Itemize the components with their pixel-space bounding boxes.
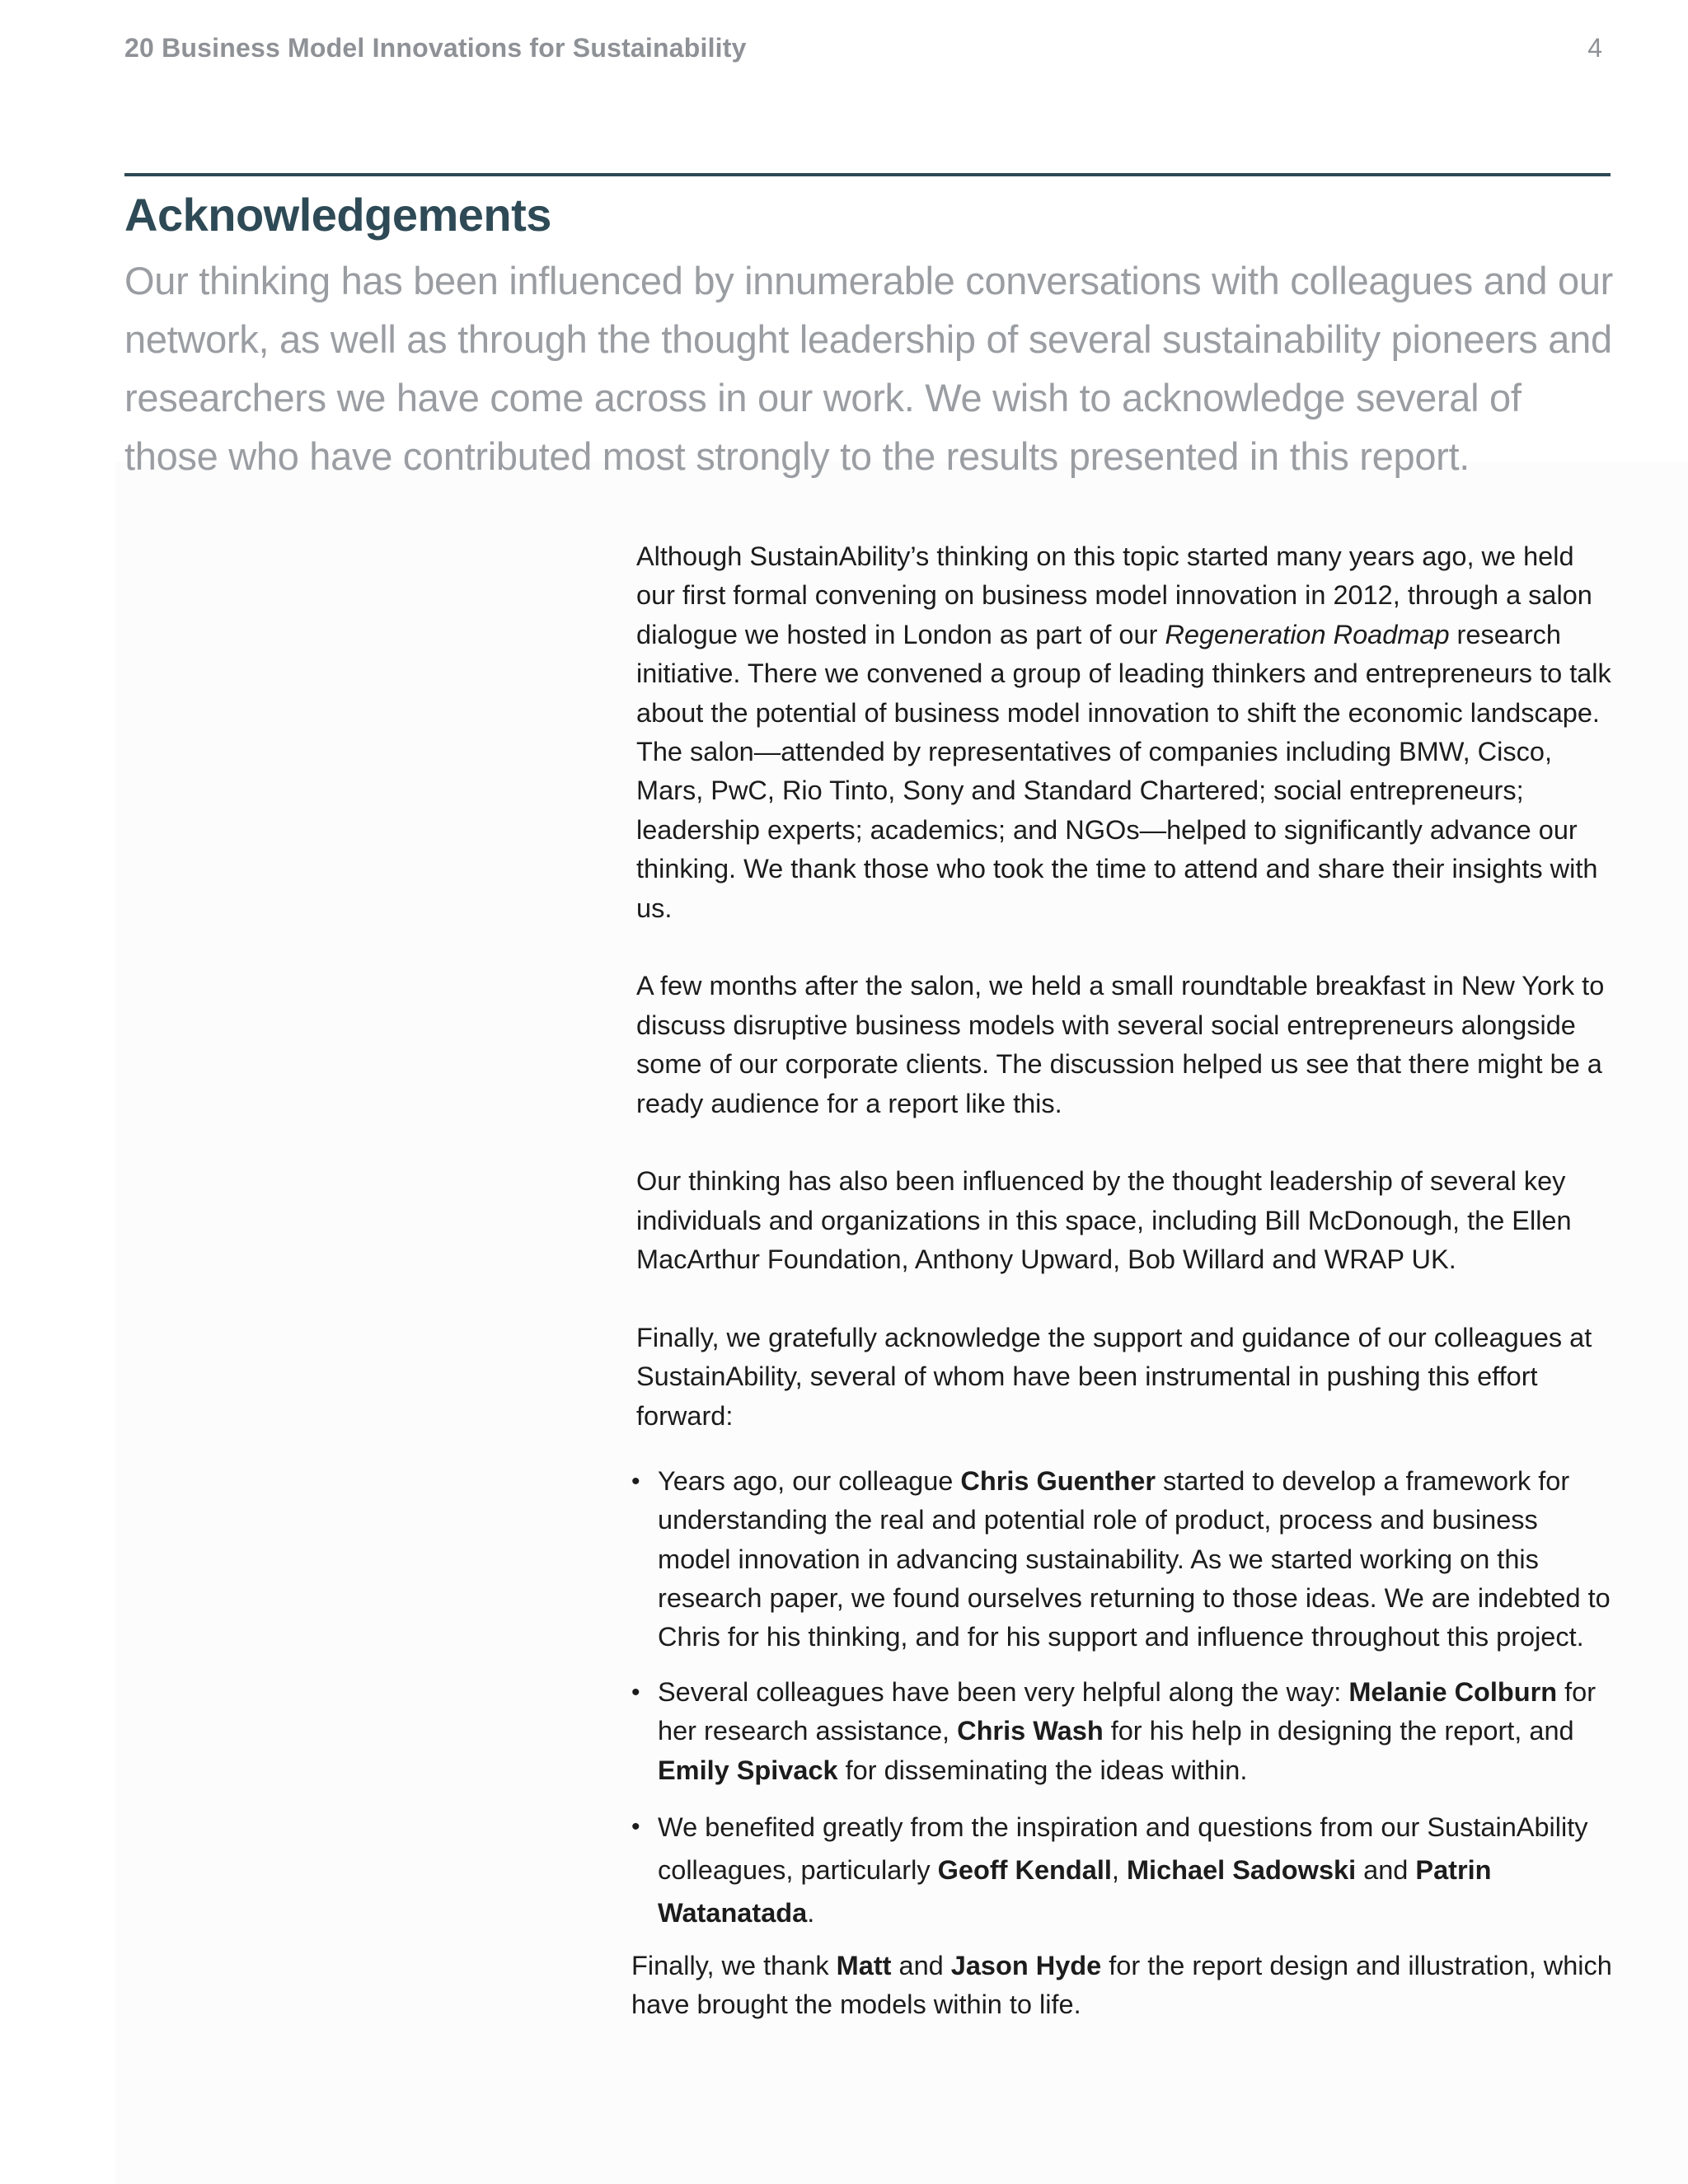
person-name: Patrin Watanatada: [658, 1854, 1492, 1928]
list-item: [631, 1673, 1617, 1790]
list-item-text: .: [807, 1897, 815, 1928]
list-item: [631, 1462, 1617, 1657]
paragraph-salon: [636, 537, 1617, 928]
list-item-text: for his help in designing the report, and: [1103, 1716, 1574, 1746]
running-header-title: 20 Business Model Innovations for Sustainability: [124, 33, 747, 63]
person-name: Matt: [836, 1950, 892, 1980]
person-name: Geoff Kendall: [937, 1854, 1112, 1885]
list-item-text: and: [1356, 1854, 1416, 1885]
colleagues-list: [631, 1462, 1617, 1934]
regeneration-roadmap-title: Regeneration Roadmap: [1165, 619, 1450, 649]
list-item-text: started to develop a framework for understanding the real and potential role of product, process and business model innovation in advancing sustainability. As we started working on this research paper, we found ourselves returning to those ideas. We are indebted to Chris for his thinking, and for his support and influence throughout this project.: [658, 1465, 1611, 1652]
list-item-text: Years ago, our colleague: [658, 1465, 961, 1496]
paragraph-thought-leadership: Our thinking has also been influenced by the thought leadership of several key individuals and organizations in this space, including Bill McDonough, the Ellen MacArthur Foundation, Anthony Upward, Bob Willard and WRAP UK.: [636, 1166, 1572, 1275]
list-item-text: for disseminating the ideas within.: [837, 1755, 1248, 1785]
paragraph-roundtable: A few months after the salon, we held a small roundtable breakfast in New York to discuss disruptive business models with several social entrepreneurs alongside some of our corporate clients. The discussion helped us see that there might be a ready audience for a report like this.: [636, 971, 1605, 1118]
bullet-icon: •: [631, 1812, 640, 1840]
list-item-text: Several colleagues have been very helpful along the way:: [658, 1676, 1349, 1707]
list-item-text: for her research assistance,: [658, 1676, 1597, 1746]
paragraph-salon-text-1: Although SustainAbility’s thinking on this topic started many years ago, we held our first formal convening on business model innovation in 2012, through a salon dialogue we hosted in London as part of our: [636, 541, 1592, 649]
intro-lead-paragraph: Our thinking has been influenced by innumerable conversations with colleagues and our network, as well as through the thought leadership of several sustainability pioneers and researchers we have come across in our work. We wish to acknowledge several of those who have contributed most strongly to the results presented in this report.: [124, 259, 1614, 478]
person-name: Jason Hyde: [950, 1950, 1102, 1980]
paragraph-closing: [631, 1947, 1617, 2025]
person-name: Melanie Colburn: [1348, 1676, 1558, 1707]
closing-text: for the report design and illustration, which have brought the models within to life.: [631, 1950, 1612, 2020]
page-number: 4: [1587, 33, 1602, 63]
person-name: Michael Sadowski: [1126, 1854, 1357, 1885]
paragraph-salon-text-2: research initiative. There we convened a group of leading thinkers and entrepreneurs to talk about the potential of business model innovation to shift the economic landscape. The salon—attended by representatives of companies including BMW, Cisco, Mars, PwC, Rio Tinto, Sony and Standard Chartered; social entrepreneurs; leadership experts; academics; and NGOs—helped to significantly advance our thinking. We thank those who took the time to attend and share their insights with us.: [636, 619, 1611, 923]
page-title: Acknowledgements: [124, 189, 551, 241]
heading-rule: [124, 173, 1611, 176]
bullet-icon: •: [631, 1467, 640, 1495]
person-name: Chris Wash: [957, 1716, 1104, 1746]
person-name: Chris Guenther: [960, 1465, 1156, 1496]
paragraph-colleagues-intro: Finally, we gratefully acknowledge the support and guidance of our colleagues at SustainAbility, several of whom have been instrumental in pushing this effort forward:: [636, 1323, 1592, 1431]
closing-text: and: [891, 1950, 951, 1980]
list-item: [631, 1806, 1617, 1934]
body-column: [631, 537, 1617, 2064]
list-item-text: We benefited greatly from the inspiration and questions from our SustainAbility colleagues, particularly: [658, 1811, 1588, 1885]
list-item-text: ,: [1111, 1854, 1127, 1885]
person-name: Emily Spivack: [658, 1755, 838, 1785]
bullet-icon: •: [631, 1678, 640, 1706]
closing-text: Finally, we thank: [631, 1950, 837, 1980]
